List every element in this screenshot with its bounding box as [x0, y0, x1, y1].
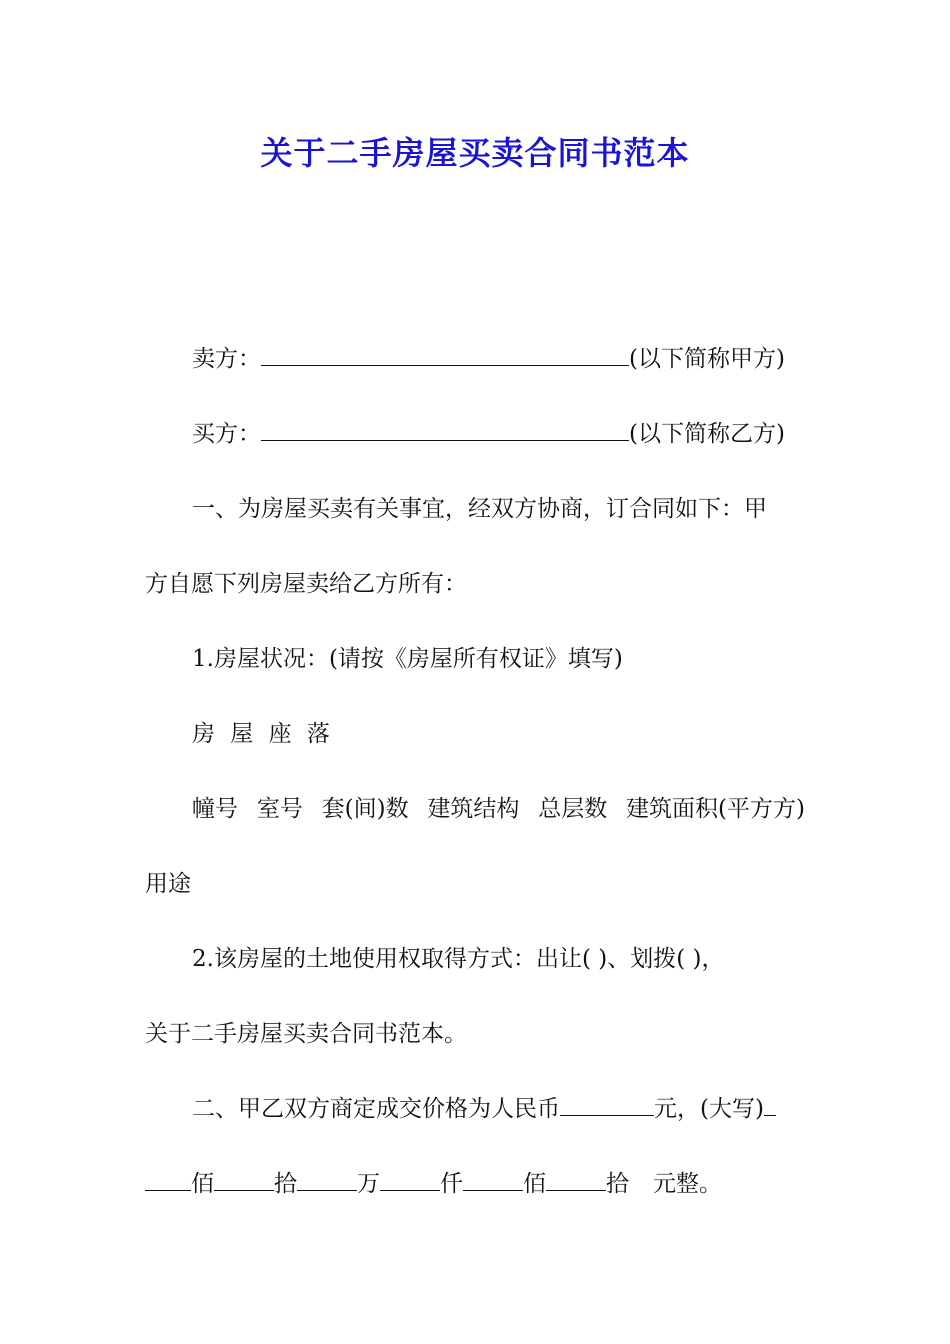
- unit-qian: 仟: [440, 1171, 463, 1197]
- unit-wan: 万: [357, 1171, 380, 1197]
- document-title: 关于二手房屋买卖合同书范本: [260, 134, 690, 172]
- seller-label: 卖方：: [192, 346, 261, 372]
- buyer-blank[interactable]: [261, 418, 629, 441]
- section1-line2: 方自愿下列房屋卖给乙方所有：: [145, 571, 467, 597]
- section1-line1: 一、为房屋买卖有关事宜，经双方协商，订合同如下：甲: [192, 496, 767, 522]
- column-total-floors: 总层数: [538, 796, 608, 822]
- seller-line: [192, 343, 805, 375]
- seller-blank[interactable]: [261, 343, 629, 366]
- buyer-label: 买方：: [192, 421, 261, 447]
- column-room-no: 室号: [256, 796, 303, 822]
- capital-blank-6[interactable]: [546, 1168, 606, 1191]
- price-prefix: 二、甲乙双方商定成交价格为人民币: [192, 1096, 560, 1122]
- column-building-no: 幢号: [192, 796, 238, 822]
- item1-heading: 1.房屋状况：(请按《房屋所有权证》填写): [192, 646, 623, 672]
- price-end: 元整。: [653, 1171, 722, 1197]
- capital-blank-4[interactable]: [380, 1168, 440, 1191]
- price-capital-blank-start[interactable]: [764, 1093, 776, 1116]
- item2-line2: 关于二手房屋买卖合同书范本。: [145, 1021, 467, 1047]
- column-floor-area: 建筑面积(平方方): [626, 796, 805, 822]
- unit-bai-2: 佰: [523, 1171, 546, 1197]
- seller-suffix: (以下简称甲方): [629, 346, 785, 372]
- unit-shi-1: 拾: [274, 1171, 297, 1197]
- property-columns: [192, 793, 805, 825]
- price-yuan: 元，(大写): [654, 1096, 764, 1122]
- buyer-suffix: (以下简称乙方): [629, 421, 785, 447]
- column-unit-count: 套(间)数: [321, 796, 409, 822]
- capital-blank-1[interactable]: [145, 1168, 191, 1191]
- price-capital-line: [145, 1168, 805, 1200]
- item2-line1: 2.该房屋的土地使用权取得方式：出让( )、划拨( )，: [192, 946, 725, 972]
- price-line: [192, 1093, 805, 1125]
- column-usage: 用途: [145, 871, 191, 897]
- price-number-blank[interactable]: [560, 1093, 654, 1116]
- unit-shi-2: 拾: [606, 1171, 629, 1197]
- capital-blank-5[interactable]: [463, 1168, 523, 1191]
- unit-bai-1: 佰: [191, 1171, 214, 1197]
- column-structure: 建筑结构: [427, 796, 520, 822]
- capital-blank-2[interactable]: [214, 1168, 274, 1191]
- capital-blank-3[interactable]: [297, 1168, 357, 1191]
- buyer-line: [192, 418, 805, 450]
- location-label: 房 屋 座 落: [192, 721, 334, 747]
